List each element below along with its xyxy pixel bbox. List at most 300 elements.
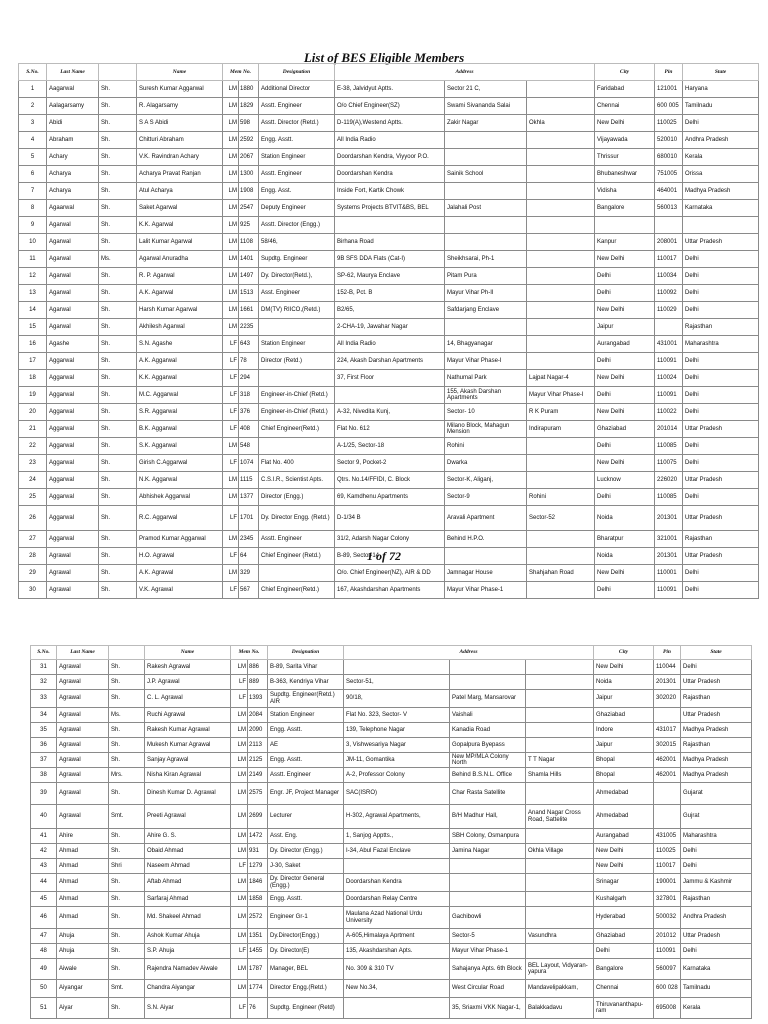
cell-address-3 — [527, 98, 595, 115]
cell-mem-no: 925 — [239, 217, 259, 234]
cell-state: Delhi — [683, 353, 759, 370]
cell-address-2: Zakir Nagar — [445, 115, 527, 132]
cell-salutation: Sh. — [99, 149, 137, 166]
cell-city: Delhi — [595, 387, 655, 404]
table-row — [31, 753, 752, 768]
cell-name: Preeti Agrawal — [145, 805, 231, 829]
cell-address-1: E-38, Jalvidyut Aptts. — [335, 81, 445, 98]
cell-name: H.O. Agrawal — [137, 548, 223, 565]
cell-last-name: Aggarwal — [47, 421, 99, 438]
cell-sno: 25 — [19, 489, 47, 506]
header-pin: Pin — [654, 646, 681, 660]
cell-designation — [259, 319, 335, 336]
cell-address-2: New MP/MLA Colony North — [450, 753, 526, 768]
cell-name: Rakesh Kumar Agrawal — [145, 723, 231, 738]
header-salutation — [109, 646, 145, 660]
cell-name: Nisha Kiran Agrawal — [145, 768, 231, 783]
cell-address-2 — [445, 319, 527, 336]
table-row — [19, 370, 759, 387]
cell-last-name: Agrawal — [57, 753, 109, 768]
cell-mem-type: LM — [223, 302, 239, 319]
cell-address-2: West Circular Road — [450, 980, 526, 998]
cell-state: Rajasthan — [683, 531, 759, 548]
cell-last-name: Ahire — [57, 829, 109, 844]
cell-designation: Asstt. Engineer — [259, 166, 335, 183]
cell-mem-no: 643 — [239, 336, 259, 353]
cell-state: Delhi — [683, 489, 759, 506]
cell-name: R. P. Agarwal — [137, 268, 223, 285]
cell-address-1: New No.34, — [344, 980, 450, 998]
cell-address-3 — [526, 738, 594, 753]
cell-city: Thiruvananthapu-ram — [594, 998, 654, 1019]
table-row — [19, 438, 759, 455]
cell-salutation: Sh. — [99, 548, 137, 565]
cell-pin: 500032 — [654, 907, 681, 929]
cell-city: Chennai — [595, 98, 655, 115]
cell-address-3 — [527, 251, 595, 268]
cell-address-3: Shamla Hills — [526, 768, 594, 783]
cell-designation: Additional Director — [259, 81, 335, 98]
cell-address-1: All India Radio — [335, 336, 445, 353]
cell-mem-no: 2575 — [248, 783, 268, 805]
cell-last-name: Aggarwal — [47, 455, 99, 472]
cell-sno: 11 — [19, 251, 47, 268]
cell-salutation: Sh. — [99, 387, 137, 404]
cell-last-name: Agrawal — [57, 738, 109, 753]
cell-address-3: Mandavelipakkam, — [526, 980, 594, 998]
cell-city: Ghaziabad — [594, 929, 654, 944]
cell-salutation: Smt. — [109, 805, 145, 829]
cell-address-3 — [527, 234, 595, 251]
cell-name: Girish C.Aggarwal — [137, 455, 223, 472]
table-row — [19, 183, 759, 200]
table-row — [19, 472, 759, 489]
cell-designation: DM(TV) RIICO,(Retd.) — [259, 302, 335, 319]
cell-name: S.K. Aggarwal — [137, 438, 223, 455]
cell-sno: 4 — [19, 132, 47, 149]
cell-designation: Asst. Eng. — [268, 829, 344, 844]
cell-sno: 12 — [19, 268, 47, 285]
cell-mem-no: 78 — [239, 353, 259, 370]
cell-pin: 201301 — [654, 675, 681, 690]
cell-salutation: Sh. — [109, 907, 145, 929]
cell-last-name: Ahmad — [57, 859, 109, 874]
cell-sno: 32 — [31, 675, 57, 690]
cell-city: Ahmedabad — [594, 805, 654, 829]
cell-address-1: Flat No. 612 — [335, 421, 445, 438]
cell-city: Delhi — [595, 438, 655, 455]
cell-designation: Station Engineer — [259, 149, 335, 166]
cell-city: Ahmedabad — [594, 783, 654, 805]
cell-pin: 201301 — [655, 506, 683, 531]
cell-address-1: 152-B, Pct. B — [335, 285, 445, 302]
cell-mem-no: 1846 — [248, 874, 268, 892]
cell-address-1: D-1/34 B — [335, 506, 445, 531]
cell-last-name: Aggarwal — [47, 531, 99, 548]
cell-name: V.K. Agrawal — [137, 582, 223, 599]
cell-pin: 431005 — [654, 829, 681, 844]
cell-last-name: Agrawal — [57, 768, 109, 783]
table-row — [31, 723, 752, 738]
cell-address-3 — [526, 723, 594, 738]
cell-city: Jaipur — [594, 738, 654, 753]
cell-sno: 26 — [19, 506, 47, 531]
cell-address-1: JM-11, Gomantika — [344, 753, 450, 768]
cell-address-2: Safdarjang Enclave — [445, 302, 527, 319]
cell-mem-no: 889 — [248, 675, 268, 690]
cell-last-name: Aggarwal — [47, 489, 99, 506]
cell-address-3 — [527, 166, 595, 183]
cell-address-1 — [344, 998, 450, 1019]
cell-pin: 110025 — [655, 115, 683, 132]
cell-city: Bangalore — [595, 200, 655, 217]
cell-last-name: Aiyar — [57, 998, 109, 1019]
cell-state: Kerala — [683, 149, 759, 166]
cell-address-3 — [527, 472, 595, 489]
cell-name: Chandra Aiyangar — [145, 980, 231, 998]
cell-state: Delhi — [681, 660, 752, 675]
header-city: City — [595, 64, 655, 81]
cell-address-2: Behind H.P.O. — [445, 531, 527, 548]
cell-address-2: Nathumal Park — [445, 370, 527, 387]
cell-city: Delhi — [595, 353, 655, 370]
cell-name: A.K. Aggarwal — [137, 353, 223, 370]
cell-last-name: Aagarwal — [47, 81, 99, 98]
cell-sno: 23 — [19, 455, 47, 472]
cell-name: Md. Shakeel Ahmad — [145, 907, 231, 929]
cell-city: New Delhi — [595, 302, 655, 319]
cell-mem-type: LM — [231, 874, 248, 892]
cell-pin: 600 005 — [655, 98, 683, 115]
cell-salutation: Sh. — [99, 531, 137, 548]
cell-address-2: Gopalpura Byepass — [450, 738, 526, 753]
cell-address-2 — [450, 660, 526, 675]
cell-mem-type: LM — [223, 438, 239, 455]
cell-last-name: Ahmad — [57, 844, 109, 859]
cell-name: Aftab Ahmad — [145, 874, 231, 892]
cell-address-1: Doordarshan Relay Centre — [344, 892, 450, 907]
cell-name: J.P. Agrawal — [145, 675, 231, 690]
cell-address-1: 37, First Floor — [335, 370, 445, 387]
cell-city: Lucknow — [595, 472, 655, 489]
cell-state: Gujarat — [681, 783, 752, 805]
cell-pin: 695008 — [654, 998, 681, 1019]
cell-pin: 190001 — [654, 874, 681, 892]
cell-sno: 10 — [19, 234, 47, 251]
cell-mem-no: 1858 — [248, 892, 268, 907]
cell-city: Faridabad — [595, 81, 655, 98]
cell-name: B.K. Aggarwal — [137, 421, 223, 438]
cell-address-2: Jalahali Post — [445, 200, 527, 217]
cell-sno: 9 — [19, 217, 47, 234]
cell-sno: 24 — [19, 472, 47, 489]
cell-name: A.K. Agrawal — [137, 565, 223, 582]
cell-city: New Delhi — [595, 455, 655, 472]
cell-name: Dinesh Kumar D. Agrawal — [145, 783, 231, 805]
cell-last-name: Agrawal — [57, 675, 109, 690]
cell-salutation: Sh. — [109, 660, 145, 675]
table-row — [19, 98, 759, 115]
cell-address-3 — [526, 859, 594, 874]
cell-address-2: Mayur Vihar Ph-II — [445, 285, 527, 302]
cell-sno: 51 — [31, 998, 57, 1019]
cell-address-2 — [450, 675, 526, 690]
cell-mem-type: LF — [223, 404, 239, 421]
cell-city: Bhubaneshwar — [595, 166, 655, 183]
cell-name: S.R. Aggarwal — [137, 404, 223, 421]
cell-address-1: 3, Vishwesariya Nagar — [344, 738, 450, 753]
cell-mem-type: LM — [231, 753, 248, 768]
cell-mem-no: 294 — [239, 370, 259, 387]
cell-last-name: Agarwal — [47, 251, 99, 268]
cell-address-1: SAC(ISRO) — [344, 783, 450, 805]
cell-designation: Lecturer — [268, 805, 344, 829]
cell-mem-no: 408 — [239, 421, 259, 438]
cell-address-2: B/H Madhur Hall, — [450, 805, 526, 829]
header-sno: S.No. — [19, 64, 47, 81]
cell-designation: B-363, Kendriya Vihar — [268, 675, 344, 690]
table-row — [19, 421, 759, 438]
cell-state: Delhi — [683, 455, 759, 472]
cell-state: Delhi — [683, 115, 759, 132]
table-row — [31, 907, 752, 929]
cell-sno: 50 — [31, 980, 57, 998]
cell-designation: Engineer Gr-1 — [268, 907, 344, 929]
cell-city: Ghaziabad — [595, 421, 655, 438]
cell-designation: Manager, BEL — [268, 959, 344, 980]
cell-address-1: Flat No. 323, Sector- V — [344, 708, 450, 723]
header-name: Name — [137, 64, 223, 81]
cell-address-3: R K Puram — [527, 404, 595, 421]
cell-salutation: Sh. — [99, 115, 137, 132]
cell-mem-type: LM — [231, 980, 248, 998]
cell-city: Noida — [595, 548, 655, 565]
cell-address-1: 135, Akashdarshan Apts. — [344, 944, 450, 959]
cell-state: Delhi — [683, 370, 759, 387]
cell-sno: 27 — [19, 531, 47, 548]
cell-address-2: Pitam Pura — [445, 268, 527, 285]
cell-address-3 — [527, 81, 595, 98]
cell-mem-no: 886 — [248, 660, 268, 675]
cell-mem-no: 318 — [239, 387, 259, 404]
cell-designation: Engineer-in-Chief (Retd.) — [259, 387, 335, 404]
cell-mem-no: 931 — [248, 844, 268, 859]
cell-salutation: Sh. — [109, 874, 145, 892]
cell-city: Aurangabad — [595, 336, 655, 353]
cell-pin: 201012 — [654, 929, 681, 944]
cell-pin: 110017 — [655, 251, 683, 268]
cell-state: Orissa — [683, 166, 759, 183]
cell-pin — [654, 805, 681, 829]
cell-name: V.K. Ravindran Achary — [137, 149, 223, 166]
cell-mem-no: 1351 — [248, 929, 268, 944]
cell-sno: 5 — [19, 149, 47, 166]
cell-designation: Asstt. Engineer — [268, 768, 344, 783]
cell-salutation: Sh. — [99, 183, 137, 200]
cell-salutation: Ms. — [109, 708, 145, 723]
table-row — [19, 353, 759, 370]
cell-state: Rajasthan — [681, 892, 752, 907]
cell-sno: 34 — [31, 708, 57, 723]
cell-address-2 — [450, 874, 526, 892]
cell-pin — [654, 783, 681, 805]
cell-designation: J-30, Saket — [268, 859, 344, 874]
cell-last-name: Ahmad — [57, 892, 109, 907]
cell-address-2: 14, Bhagyanagar — [445, 336, 527, 353]
cell-pin: 110029 — [655, 302, 683, 319]
cell-designation: Engg. Asstt. — [268, 892, 344, 907]
cell-address-1: Doordarshan Kendra, Viyyoor P.O. — [335, 149, 445, 166]
cell-pin: 226020 — [655, 472, 683, 489]
cell-address-3: Indirapuram — [527, 421, 595, 438]
cell-city: New Delhi — [595, 251, 655, 268]
cell-city — [595, 217, 655, 234]
cell-address-2: Sector-9 — [445, 489, 527, 506]
cell-name: Mukesh Kumar Agrawal — [145, 738, 231, 753]
header-designation: Designation — [268, 646, 344, 660]
cell-last-name: Agrawal — [57, 723, 109, 738]
cell-pin: 110091 — [655, 353, 683, 370]
cell-pin: 201014 — [655, 421, 683, 438]
cell-sno: 3 — [19, 115, 47, 132]
cell-name: K.K. Aggarwal — [137, 370, 223, 387]
cell-last-name: Agrawal — [57, 805, 109, 829]
cell-name: C. L. Agrawal — [145, 690, 231, 708]
cell-last-name: Agrawal — [57, 783, 109, 805]
cell-designation: Director (Retd.) — [259, 353, 335, 370]
cell-pin: 302020 — [654, 690, 681, 708]
cell-pin — [655, 319, 683, 336]
cell-mem-no: 2572 — [248, 907, 268, 929]
cell-mem-type: LF — [223, 506, 239, 531]
cell-salutation: Sh. — [99, 582, 137, 599]
table-row — [19, 565, 759, 582]
cell-mem-no: 1661 — [239, 302, 259, 319]
table-row — [31, 980, 752, 998]
cell-designation — [259, 565, 335, 582]
cell-sno: 8 — [19, 200, 47, 217]
cell-salutation: Sh. — [99, 268, 137, 285]
cell-address-1 — [335, 387, 445, 404]
cell-mem-no: 1108 — [239, 234, 259, 251]
cell-pin: 110001 — [655, 565, 683, 582]
cell-address-2: Gachibowli — [450, 907, 526, 929]
cell-name: S.N. Aiyar — [145, 998, 231, 1019]
cell-last-name: Acharya — [47, 183, 99, 200]
cell-salutation: Sh. — [99, 421, 137, 438]
cell-address-2: Sheikhsarai, Ph-1 — [445, 251, 527, 268]
cell-address-1: All India Radio — [335, 132, 445, 149]
cell-pin: 600 028 — [654, 980, 681, 998]
cell-address-1: 1, Sanjog Apptts., — [344, 829, 450, 844]
table-row — [19, 217, 759, 234]
cell-address-2: Dwarka — [445, 455, 527, 472]
cell-state: Tamilnadu — [683, 98, 759, 115]
cell-designation: C.S.I.R., Scientist Apts. — [259, 472, 335, 489]
cell-salutation: Sh. — [99, 404, 137, 421]
cell-salutation: Sh. — [99, 98, 137, 115]
cell-state: Delhi — [683, 582, 759, 599]
cell-address-2: Jamina Nagar — [450, 844, 526, 859]
cell-city: Aurangabad — [594, 829, 654, 844]
cell-state: Uttar Pradesh — [681, 929, 752, 944]
cell-salutation: Sh. — [109, 892, 145, 907]
cell-mem-type: LM — [231, 844, 248, 859]
cell-mem-no: 548 — [239, 438, 259, 455]
cell-name: Rakesh Agrawal — [145, 660, 231, 675]
cell-mem-no: 2067 — [239, 149, 259, 166]
cell-mem-type: LM — [223, 132, 239, 149]
cell-last-name: Aalagarsamy — [47, 98, 99, 115]
cell-last-name: Ahuja — [57, 929, 109, 944]
cell-mem-no: 1377 — [239, 489, 259, 506]
cell-address-2: SBH Colony, Osmanpura — [450, 829, 526, 844]
cell-state: Uttar Pradesh — [683, 548, 759, 565]
cell-address-3 — [526, 660, 594, 675]
cell-address-3 — [527, 285, 595, 302]
cell-sno: 49 — [31, 959, 57, 980]
cell-state: Rajasthan — [683, 319, 759, 336]
cell-mem-type: LM — [223, 234, 239, 251]
header-name: Name — [145, 646, 231, 660]
table-row — [19, 115, 759, 132]
cell-city: Kushalgarh — [594, 892, 654, 907]
cell-salutation: Sh. — [109, 929, 145, 944]
cell-salutation: Sh. — [109, 783, 145, 805]
cell-last-name: Abidi — [47, 115, 99, 132]
cell-address-3 — [526, 874, 594, 892]
cell-city: New Delhi — [595, 404, 655, 421]
cell-state: Andhra Pradesh — [683, 132, 759, 149]
cell-name: Lalit Kumar Agarwal — [137, 234, 223, 251]
cell-name: Ashok Kumar Ahuja — [145, 929, 231, 944]
cell-name: Akhilesh Agarwal — [137, 319, 223, 336]
cell-designation: Engg. Asstt. — [268, 723, 344, 738]
cell-state: Tamilnadu — [681, 980, 752, 998]
table-row — [19, 582, 759, 599]
cell-mem-type: LM — [231, 708, 248, 723]
cell-mem-no: 1513 — [239, 285, 259, 302]
cell-designation: 58/46, — [259, 234, 335, 251]
cell-sno: 19 — [19, 387, 47, 404]
cell-designation — [259, 438, 335, 455]
table-row — [31, 859, 752, 874]
cell-address-2 — [445, 183, 527, 200]
cell-mem-type: LM — [223, 200, 239, 217]
table-row — [19, 387, 759, 404]
cell-address-2: Kanadia Road — [450, 723, 526, 738]
cell-sno: 47 — [31, 929, 57, 944]
cell-address-1: 167, Akashdarshan Apartments — [335, 582, 445, 599]
cell-sno: 42 — [31, 844, 57, 859]
cell-designation: Station Engineer — [259, 336, 335, 353]
cell-salutation: Smt. — [109, 980, 145, 998]
cell-address-1: 139, Telephone Nagar — [344, 723, 450, 738]
cell-pin: 201301 — [655, 548, 683, 565]
cell-pin: 110022 — [655, 404, 683, 421]
cell-designation: Dy. Director(E) — [268, 944, 344, 959]
cell-address-3: Shahjahan Road — [527, 565, 595, 582]
cell-name: S.P. Ahuja — [145, 944, 231, 959]
cell-pin: 110017 — [654, 859, 681, 874]
cell-salutation: Sh. — [109, 829, 145, 844]
cell-name: Atul Acharya — [137, 183, 223, 200]
cell-city: New Delhi — [595, 115, 655, 132]
cell-state: Karnataka — [683, 200, 759, 217]
cell-address-1: A-1/25, Sector-18 — [335, 438, 445, 455]
cell-last-name: Achary — [47, 149, 99, 166]
cell-pin: 110025 — [654, 844, 681, 859]
